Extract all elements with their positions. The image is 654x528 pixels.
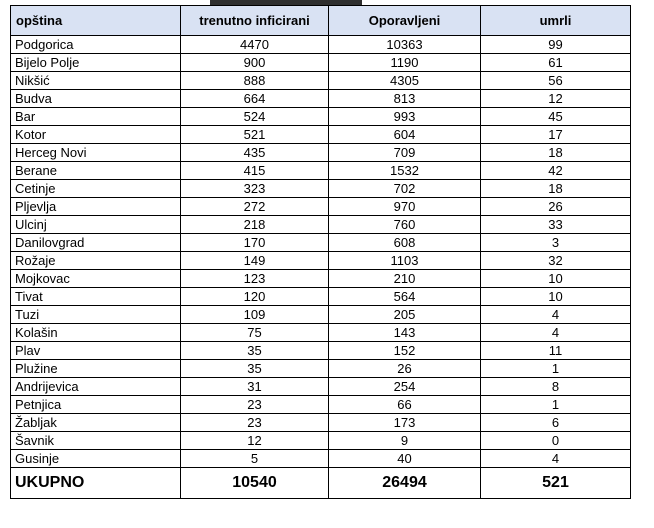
recovered-cell: 970 — [329, 198, 481, 216]
table-row — [11, 216, 631, 234]
infected-cell: 35 — [181, 360, 329, 378]
infected-cell: 149 — [181, 252, 329, 270]
total-label: UKUPNO — [11, 468, 181, 499]
deceased-cell: 18 — [481, 180, 631, 198]
municipality-cell: Rožaje — [11, 252, 181, 270]
municipality-cell: Pljevlja — [11, 198, 181, 216]
table-row — [11, 252, 631, 270]
table-row — [11, 90, 631, 108]
header-municipality: opština — [11, 6, 181, 36]
infected-cell: 12 — [181, 432, 329, 450]
table-row — [11, 162, 631, 180]
deceased-cell: 4 — [481, 324, 631, 342]
deceased-cell: 6 — [481, 414, 631, 432]
table-row — [11, 288, 631, 306]
municipality-cell: Bijelo Polje — [11, 54, 181, 72]
table-row — [11, 36, 631, 54]
recovered-cell: 26 — [329, 360, 481, 378]
table-row — [11, 342, 631, 360]
municipality-cell: Kotor — [11, 126, 181, 144]
municipality-cell: Berane — [11, 162, 181, 180]
recovered-cell: 709 — [329, 144, 481, 162]
recovered-cell: 40 — [329, 450, 481, 468]
infected-cell: 109 — [181, 306, 329, 324]
municipality-cell: Tivat — [11, 288, 181, 306]
recovered-cell: 9 — [329, 432, 481, 450]
infected-cell: 23 — [181, 414, 329, 432]
recovered-cell: 254 — [329, 378, 481, 396]
recovered-cell: 604 — [329, 126, 481, 144]
recovered-cell: 1532 — [329, 162, 481, 180]
deceased-cell: 45 — [481, 108, 631, 126]
deceased-cell: 4 — [481, 306, 631, 324]
deceased-cell: 32 — [481, 252, 631, 270]
municipality-covid-table — [10, 5, 631, 499]
deceased-cell: 8 — [481, 378, 631, 396]
infected-cell: 323 — [181, 180, 329, 198]
table-row — [11, 414, 631, 432]
recovered-cell: 152 — [329, 342, 481, 360]
recovered-cell: 760 — [329, 216, 481, 234]
municipality-cell: Šavnik — [11, 432, 181, 450]
header-deceased: umrli — [481, 6, 631, 36]
infected-cell: 35 — [181, 342, 329, 360]
table-body — [11, 36, 631, 468]
table-row — [11, 432, 631, 450]
municipality-cell: Podgorica — [11, 36, 181, 54]
infected-cell: 31 — [181, 378, 329, 396]
table-row — [11, 306, 631, 324]
deceased-cell: 99 — [481, 36, 631, 54]
total-row — [11, 468, 631, 499]
table-row — [11, 324, 631, 342]
infected-cell: 123 — [181, 270, 329, 288]
municipality-cell: Tuzi — [11, 306, 181, 324]
deceased-cell: 12 — [481, 90, 631, 108]
infected-cell: 120 — [181, 288, 329, 306]
municipality-cell: Cetinje — [11, 180, 181, 198]
deceased-cell: 1 — [481, 360, 631, 378]
deceased-cell: 56 — [481, 72, 631, 90]
deceased-cell: 3 — [481, 234, 631, 252]
deceased-cell: 11 — [481, 342, 631, 360]
recovered-cell: 205 — [329, 306, 481, 324]
recovered-cell: 210 — [329, 270, 481, 288]
table-row — [11, 234, 631, 252]
infected-cell: 4470 — [181, 36, 329, 54]
infected-cell: 888 — [181, 72, 329, 90]
infected-cell: 900 — [181, 54, 329, 72]
deceased-cell: 0 — [481, 432, 631, 450]
municipality-cell: Plužine — [11, 360, 181, 378]
table-row — [11, 126, 631, 144]
municipality-cell: Kolašin — [11, 324, 181, 342]
municipality-cell: Herceg Novi — [11, 144, 181, 162]
infected-cell: 664 — [181, 90, 329, 108]
total-deceased: 521 — [481, 468, 631, 499]
municipality-cell: Žabljak — [11, 414, 181, 432]
recovered-cell: 4305 — [329, 72, 481, 90]
infected-cell: 521 — [181, 126, 329, 144]
municipality-cell: Danilovgrad — [11, 234, 181, 252]
recovered-cell: 993 — [329, 108, 481, 126]
municipality-cell: Andrijevica — [11, 378, 181, 396]
infected-cell: 170 — [181, 234, 329, 252]
deceased-cell: 33 — [481, 216, 631, 234]
table-row — [11, 54, 631, 72]
infected-cell: 5 — [181, 450, 329, 468]
municipality-cell: Budva — [11, 90, 181, 108]
table-row — [11, 450, 631, 468]
table-row — [11, 198, 631, 216]
table-row — [11, 360, 631, 378]
municipality-cell: Petnjica — [11, 396, 181, 414]
deceased-cell: 17 — [481, 126, 631, 144]
infected-cell: 23 — [181, 396, 329, 414]
header-recovered: Oporavljeni — [329, 6, 481, 36]
table-row — [11, 378, 631, 396]
recovered-cell: 608 — [329, 234, 481, 252]
table-row — [11, 396, 631, 414]
municipality-cell: Nikšić — [11, 72, 181, 90]
recovered-cell: 173 — [329, 414, 481, 432]
deceased-cell: 18 — [481, 144, 631, 162]
deceased-cell: 4 — [481, 450, 631, 468]
table-row — [11, 108, 631, 126]
municipality-cell: Plav — [11, 342, 181, 360]
infected-cell: 218 — [181, 216, 329, 234]
recovered-cell: 10363 — [329, 36, 481, 54]
recovered-cell: 564 — [329, 288, 481, 306]
municipality-cell: Gusinje — [11, 450, 181, 468]
deceased-cell: 26 — [481, 198, 631, 216]
total-infected: 10540 — [181, 468, 329, 499]
deceased-cell: 1 — [481, 396, 631, 414]
deceased-cell: 61 — [481, 54, 631, 72]
deceased-cell: 42 — [481, 162, 631, 180]
table-row — [11, 180, 631, 198]
recovered-cell: 813 — [329, 90, 481, 108]
infected-cell: 435 — [181, 144, 329, 162]
table-row — [11, 72, 631, 90]
deceased-cell: 10 — [481, 288, 631, 306]
recovered-cell: 1190 — [329, 54, 481, 72]
recovered-cell: 143 — [329, 324, 481, 342]
header-currently-infected: trenutno inficirani — [181, 6, 329, 36]
municipality-cell: Ulcinj — [11, 216, 181, 234]
deceased-cell: 10 — [481, 270, 631, 288]
total-recovered: 26494 — [329, 468, 481, 499]
recovered-cell: 1103 — [329, 252, 481, 270]
recovered-cell: 702 — [329, 180, 481, 198]
infected-cell: 415 — [181, 162, 329, 180]
municipality-cell: Mojkovac — [11, 270, 181, 288]
infected-cell: 75 — [181, 324, 329, 342]
table-header-row — [11, 6, 631, 36]
table-row — [11, 270, 631, 288]
infected-cell: 272 — [181, 198, 329, 216]
table-row — [11, 144, 631, 162]
municipality-cell: Bar — [11, 108, 181, 126]
recovered-cell: 66 — [329, 396, 481, 414]
infected-cell: 524 — [181, 108, 329, 126]
